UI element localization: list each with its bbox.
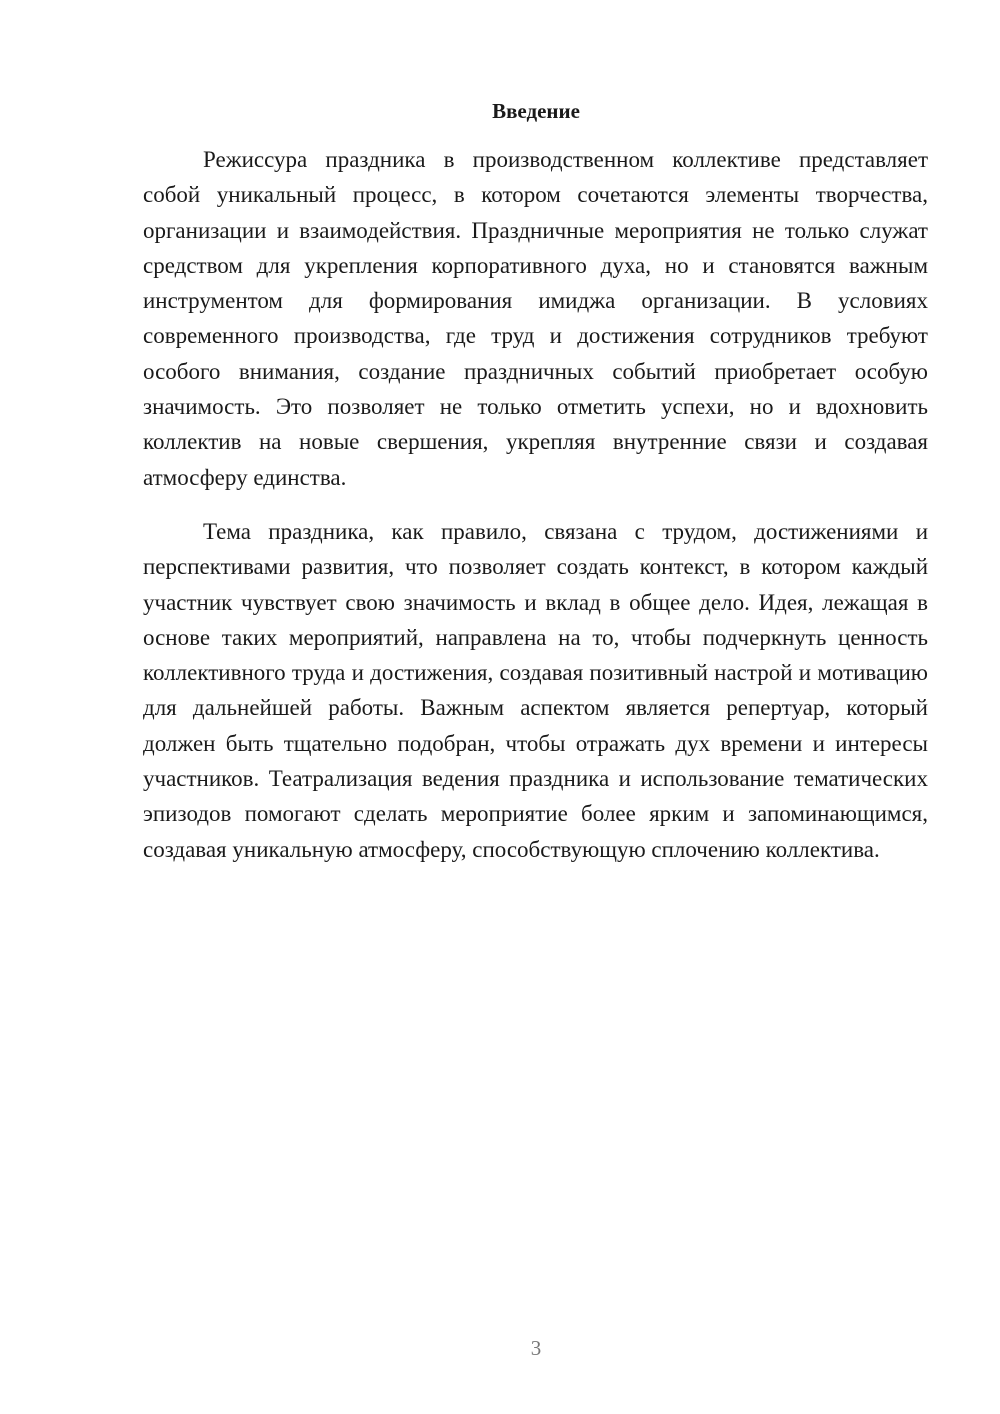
paragraph-1: Режиссура праздника в производственном коллективе представляет собой уникальный процесс, в котором сочетаются элементы творчества, организации и взаимодействия. Праздничные мероприятия не только служат средством для укрепления корпоративного духа, но и становятся важным инструментом для формирования имиджа организации. В условиях современного производства, где труд и достижения сотрудников требуют особого внимания, создание праздничных событий приобретает особую значимость. Это позволяет не только отметить успехи, но и вдохновить коллектив на новые свершения, укрепляя внутренние связи и создавая атмосферу единства. [143,147,928,490]
paragraph-2: Тема праздника, как правило, связана с трудом, достижениями и перспективами развития, что позволяет создать контекст, в котором каждый участник чувствует свою значимость и вклад в общее дело. Идея, лежащая в основе таких мероприятий, направлена на то, чтобы подчеркнуть ценность коллективного труда и достижения, создавая позитивный настрой и мотивацию для дальнейшей работы. Важным аспектом является репертуар, который должен быть тщательно подобран, чтобы отражать дух времени и интересы участников. Театрализация ведения праздника и использование тематических эпизодов помогают сделать мероприятие более ярким и запоминающимся, создавая уникальную атмосферу, способствующую сплочению коллектива. [143,519,928,862]
page-number: 3 [530,1336,542,1360]
section-title: Введение [492,99,580,123]
